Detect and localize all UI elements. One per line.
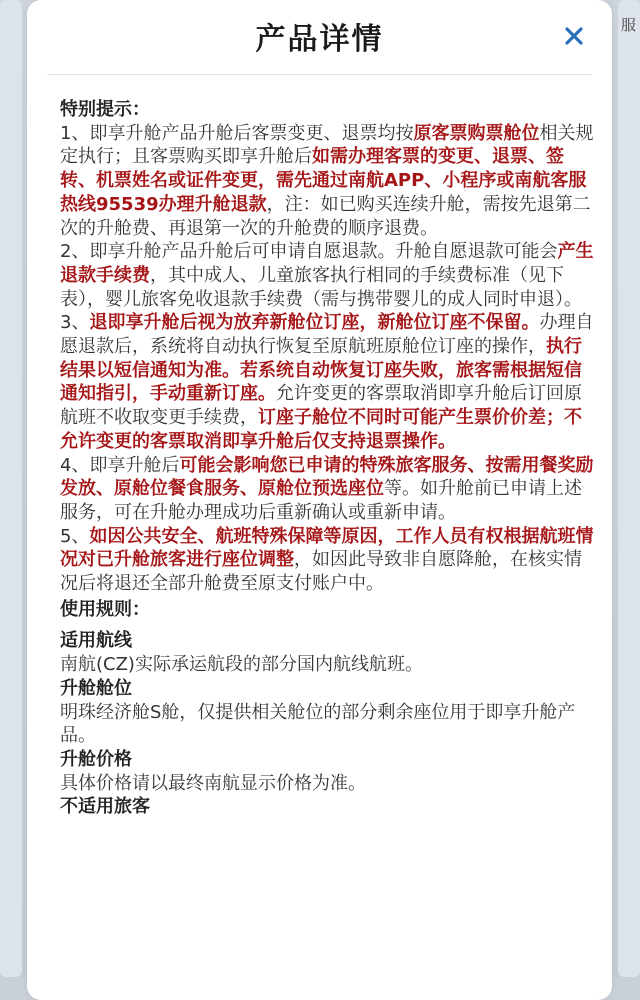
notice-item [60, 240, 595, 311]
highlight-text: 可能会影响您已申请的特殊旅客服务、按需用餐奖励发放、原舱位餐食服务、原舱位预选座位 [60, 454, 594, 500]
notice-item [60, 454, 595, 525]
notice-item [60, 122, 595, 241]
notice-text: 3、 [60, 312, 90, 334]
notice-item [60, 525, 595, 596]
modal-title: 产品详情 [255, 22, 384, 57]
notice-text: 5、 [60, 525, 90, 547]
background-service-label: 服 [620, 16, 636, 34]
highlight-text: 退即享升舱后视为放弃新舱位订座，新舱位订座不保留。 [89, 312, 540, 334]
highlight-text: 订座子舱位不同时可能产生票价价差；不允许变更的客票取消即享升舱后仅支持退票操作。 [60, 407, 582, 452]
notice-text: 1、即享升舱产品升舱后客票变更、退票均按 [60, 122, 414, 144]
background-card [618, 0, 640, 977]
title-divider [47, 74, 592, 75]
notice-text: 等。如升舱前已申请上述服务，可在升舱办理成功后重新确认或重新申请。 [60, 478, 582, 523]
rule-title: 适用航线 [60, 630, 132, 652]
notice-text: 2、即享升舱产品升舱后可申请自愿退款。升舱自愿退款可能会 [60, 241, 558, 263]
rule-title: 不适用旅客 [60, 796, 150, 818]
rule-title: 升舱舱位 [60, 677, 132, 699]
highlight-text: 原客票购票舱位 [413, 122, 540, 144]
notice-list [60, 122, 595, 596]
rule-title: 升舱价格 [60, 748, 132, 770]
notice-text: 允许变更的客票取消即享升舱后订回原航班不收取变更手续费， [60, 383, 582, 429]
rules-heading: 使用规则： [60, 598, 150, 620]
notice-text: ，注：如已购买连续升舱，需按先退第二次的升舱费、再退第一次的升舱费的顺序退费。 [60, 193, 591, 239]
rule-body: 南航(CZ)实际承运航段的部分国内航线航班。 [60, 654, 423, 676]
notice-item [60, 311, 595, 453]
notice-text: 相关规定执行；且客票购买即享升舱后 [60, 122, 594, 168]
rule-body: 明珠经济舱S舱，仅提供相关舱位的部分剩余座位用于即享升舱产品。 [60, 701, 576, 747]
notice-text: 办理自愿退款后，系统将自动执行恢复至原航班原舱位订座的操作， [60, 312, 594, 358]
close-button[interactable] [558, 20, 590, 52]
rules-list [60, 629, 595, 819]
highlight-text: 执行结果以短信通知为准。若系统自动恢复订座失败，旅客需根据短信通知指引，手动重新订座。 [60, 336, 582, 405]
rule-body: 具体价格请以最终南航显示价格为准。 [60, 772, 366, 794]
detail-content [60, 98, 595, 819]
highlight-text: 如需办理客票的变更、退票、签转、机票姓名或证件变更，需先通过南航APP、小程序或南航客服热线95539办理升舱退款 [60, 146, 587, 215]
highlight-text: 产生退款手续费 [60, 241, 594, 286]
product-detail-modal [27, 0, 612, 1000]
notice-text: ，如因此导致非自愿降舱，在核实情况后将退还全部升舱费至原支付账户中。 [60, 549, 582, 595]
notice-text: ，其中成人、儿童旅客执行相同的手续费标准（见下表），婴儿旅客免收退款手续费（需与携带婴儿的成人同时申退）。 [60, 264, 582, 310]
notice-text: 4、即享升舱后 [60, 454, 180, 476]
background-card [0, 0, 22, 977]
notice-heading: 特别提示： [60, 99, 150, 120]
close-icon[interactable] [558, 20, 590, 52]
highlight-text: 如因公共安全、航班特殊保障等原因，工作人员有权根据航班情况对已升舱旅客进行座位调整 [60, 525, 594, 571]
